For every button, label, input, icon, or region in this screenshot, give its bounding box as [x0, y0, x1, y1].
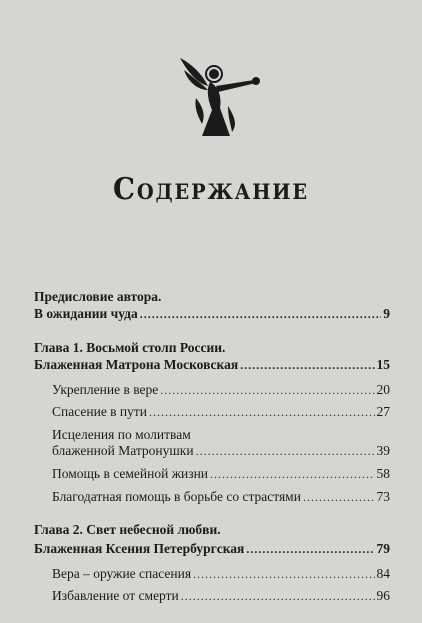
- toc-entry-page: 15: [376, 357, 390, 372]
- toc-entry-chapter-1[interactable]: [34, 357, 390, 373]
- toc-entry-title: Вера – оружие спасения: [52, 566, 192, 581]
- toc-entry[interactable]: [52, 466, 390, 482]
- dot-leader: [160, 382, 374, 398]
- toc-entry-page: 39: [376, 443, 390, 458]
- toc-entry-title: Блаженная Матрона Московская: [34, 357, 239, 372]
- toc-preface-title: Предисловие автора.: [34, 289, 162, 304]
- dot-leader: [149, 404, 374, 420]
- toc-entry-page: 58: [376, 466, 390, 481]
- toc-entry-title: Избавление от смерти: [52, 588, 179, 603]
- toc-entry-page: 9: [383, 306, 390, 321]
- dot-leader: [140, 306, 382, 322]
- dot-leader: [193, 566, 374, 582]
- toc-entry-title-line1: Исцеления по молитвам: [52, 427, 191, 442]
- toc-entry-title: В ожидании чуда: [34, 306, 138, 321]
- dot-leader: [210, 466, 374, 482]
- dot-leader: [181, 588, 375, 604]
- toc-entry-title: Блаженная Ксения Петербургская: [34, 541, 245, 556]
- toc-entry-title: Помощь в семейной жизни: [52, 466, 209, 481]
- toc-entry[interactable]: [52, 489, 390, 505]
- toc-entry-title: блаженной Матронушки: [52, 443, 194, 458]
- toc-entry[interactable]: [52, 566, 390, 582]
- toc-entry[interactable]: [52, 588, 390, 604]
- toc-chapter-1-title: Глава 1. Восьмой столп России.: [34, 340, 226, 355]
- toc-entry-preface[interactable]: [34, 306, 390, 322]
- dot-leader: [246, 541, 374, 557]
- page-title: Содержание: [113, 172, 309, 207]
- toc-entry[interactable]: [52, 382, 390, 398]
- toc-entry-title: Благодатная помощь в борьбе со страстями: [52, 489, 301, 504]
- toc-entry-title: Спасение в пути: [52, 404, 148, 419]
- toc-entry[interactable]: [52, 404, 390, 420]
- toc-entry-page: 73: [376, 489, 390, 504]
- toc-entry[interactable]: [52, 443, 390, 459]
- dot-leader: [240, 357, 374, 373]
- toc-entry-chapter-2[interactable]: [34, 541, 390, 557]
- toc-entry-page: 84: [376, 566, 390, 581]
- toc-entry-page: 27: [376, 404, 390, 419]
- dot-leader: [303, 489, 375, 505]
- dot-leader: [196, 443, 375, 459]
- toc-entry-page: 79: [376, 541, 390, 556]
- toc-entry-page: 20: [376, 382, 390, 397]
- toc-entry-page: 96: [376, 588, 390, 603]
- toc-chapter-2-title: Глава 2. Свет небесной любви.: [34, 522, 221, 537]
- toc-entry-title: Укрепление в вере: [52, 382, 159, 397]
